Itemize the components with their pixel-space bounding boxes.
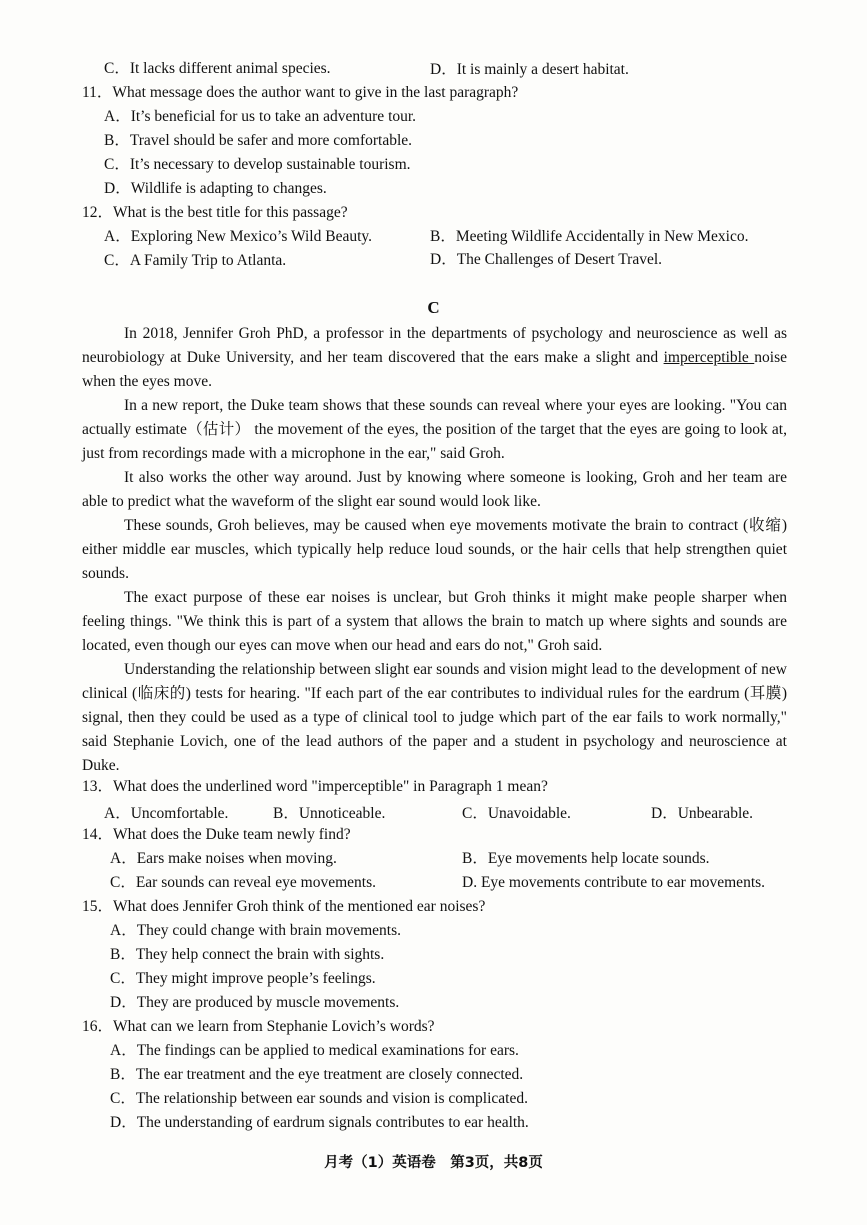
q15-option-b: B．They help connect the brain with sights.	[110, 946, 385, 963]
q11-option-b: B．Travel should be safer and more comfortable.	[104, 132, 413, 149]
q13-option-d: D．Unbearable.	[651, 805, 753, 822]
q12-stem: 12．What is the best title for this passage?	[82, 204, 348, 221]
q16-option-d: D．The understanding of eardrum signals contributes to ear health.	[110, 1114, 529, 1131]
q13-stem: 13．What does the underlined word "imperceptible" in Paragraph 1 mean?	[82, 778, 548, 795]
q14-option-b: B．Eye movements help locate sounds.	[462, 850, 710, 867]
passage-paragraph-6: Understanding the relationship between slight ear sounds and vision might lead to the development of new clinical (临床的) tests for hearing. "If each part of the ear contributes to individual rules for the eardrum (耳膜) signal, then they could be used as a type of clinical tool to judge which part of the ear fails to work normally," said Stephanie Lovich, one of the lead authors of the paper and a student in psychology and neuroscience at Duke.	[82, 661, 787, 774]
q12-option-a: A．Exploring New Mexico’s Wild Beauty.	[104, 228, 373, 245]
q12-option-d: D．The Challenges of Desert Travel.	[430, 251, 663, 268]
q11-option-c: C．It’s necessary to develop sustainable tourism.	[104, 156, 411, 173]
p1-text-after: noise when the eyes move.	[82, 349, 787, 390]
q14-option-d: D. Eye movements contribute to ear movements.	[462, 874, 766, 891]
passage-paragraph-2: In a new report, the Duke team shows that these sounds can reveal where your eyes are looking. "You can actually estimate（估计） the movement of the eyes, the position of the target that the eyes are going to look at, just from recordings made with a microphone in the ear," said Groh.	[82, 397, 787, 462]
passage-paragraph-3: It also works the other way around. Just by knowing where someone is looking, Groh and her team are able to predict what the waveform of the slight ear sound would look like.	[82, 469, 787, 510]
q11-option-d: D．Wildlife is adapting to changes.	[104, 180, 327, 197]
q13-options	[0, 801, 867, 823]
q16-option-c: C．The relationship between ear sounds and vision is complicated.	[110, 1090, 528, 1107]
passage-c	[82, 322, 787, 778]
q12-option-c: C．A Family Trip to Atlanta.	[104, 252, 287, 269]
q13-option-c: C．Unavoidable.	[462, 805, 571, 822]
p1-text-before: In 2018, Jennifer Groh PhD, a professor in the departments of psychology and neuroscience as well as neurobiology at Duke University, and her team discovered that the ears make a slight and	[82, 325, 787, 366]
passage-paragraph-5: The exact purpose of these ear noises is unclear, but Groh thinks it might make people sharper when feeling things. "We think this is part of a system that allows the brain to match up where sights and sounds are located, even though our eyes can move when our head and ears do not," Groh said.	[82, 589, 787, 654]
q16-option-a: A．The findings can be applied to medical examinations for ears.	[110, 1042, 519, 1059]
q15-stem: 15．What does Jennifer Groh think of the mentioned ear noises?	[82, 898, 486, 915]
q11-stem: 11．What message does the author want to give in the last paragraph?	[82, 84, 519, 101]
q15-option-c: C．They might improve people’s feelings.	[110, 970, 376, 987]
q11-option-a: A．It’s beneficial for us to take an adventure tour.	[104, 108, 417, 125]
q15-option-d: D．They are produced by muscle movements.	[110, 994, 400, 1011]
q14-option-a: A．Ears make noises when moving.	[110, 850, 337, 867]
q15-option-a: A．They could change with brain movements.	[110, 922, 401, 939]
q13-option-a: A．Uncomfortable.	[104, 805, 229, 822]
q16-stem: 16．What can we learn from Stephanie Lovich’s words?	[82, 1018, 435, 1035]
q16-option-b: B．The ear treatment and the eye treatment are closely connected.	[110, 1066, 524, 1083]
q10-option-d: D．It is mainly a desert habitat.	[430, 61, 629, 78]
page-footer: 月考（1）英语卷 第3页，共8页	[324, 1155, 543, 1171]
q12-option-b: B．Meeting Wildlife Accidentally in New Mexico.	[430, 228, 749, 245]
underlined-word-imperceptible: imperceptible	[663, 349, 755, 366]
q10-option-c: C．It lacks different animal species.	[104, 60, 331, 77]
q14-option-c: C．Ear sounds can reveal eye movements.	[110, 874, 376, 891]
q14-stem: 14．What does the Duke team newly find?	[82, 826, 351, 843]
passage-paragraph-4: These sounds, Groh believes, may be caused when eye movements motivate the brain to contract (收缩) either middle ear muscles, which typically help reduce loud sounds, or the hair cells that help strengthen quiet sounds.	[82, 517, 787, 582]
passage-paragraph-1	[82, 322, 787, 394]
q13-option-b: B．Unnoticeable.	[273, 805, 386, 822]
section-c-heading: C	[427, 298, 440, 317]
